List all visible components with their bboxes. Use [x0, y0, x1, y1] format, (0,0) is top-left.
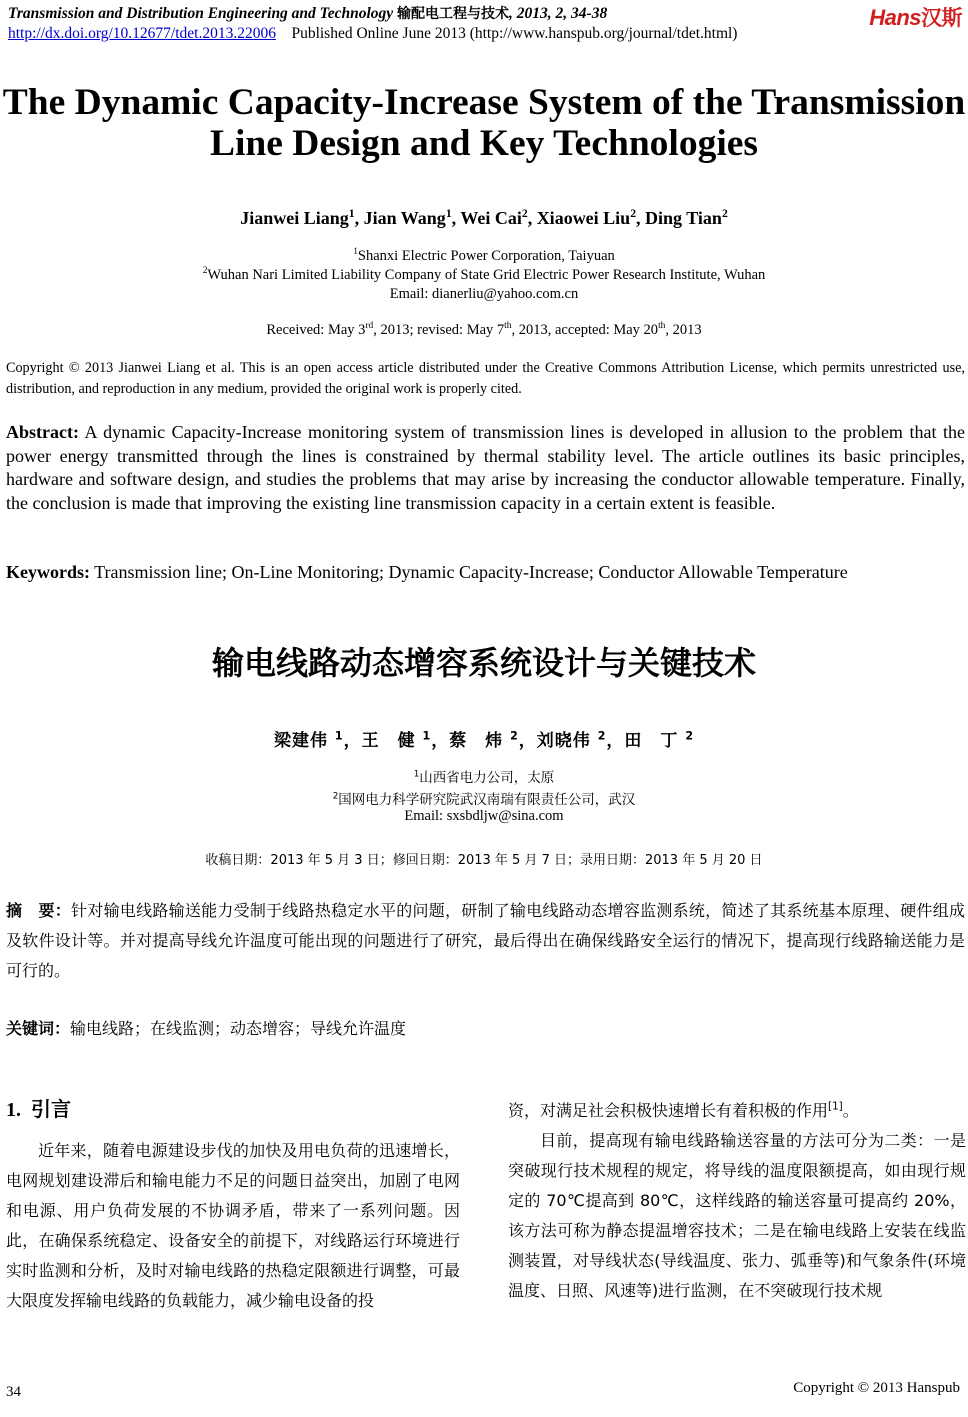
page-number: 34	[6, 1384, 21, 1400]
author-cn-2: 王 健 $^1$，	[361, 729, 450, 751]
email-cn: Email: sxsbdljw@sina.com	[404, 808, 564, 824]
body-column-left	[6, 1136, 460, 1316]
citation-ref: [1]	[828, 1100, 843, 1113]
copyright-notice: Copyright © 2013 Jianwei Liang et al. This is an open access article distributed under the Creative Commons Attribution License, which permits unrestricted use, distribution, and reproduction in any medium, provided the original work is properly cited.	[6, 360, 965, 397]
abstract-cn	[6, 896, 965, 986]
affiliation-cn-2: $^2$国网电力科学研究院武汉南瑞有限责任公司，武汉	[332, 791, 636, 808]
received-dates: Received: May 3rd, 2013; revised: May 7th, 2013, accepted: May 20th, 2013	[266, 321, 702, 338]
abstract-en-label: Abstract:	[6, 422, 79, 442]
section-title: 引言	[31, 1097, 71, 1121]
keywords-en-text: Transmission line; On-Line Monitoring; Dynamic Capacity-Increase; Conductor Allowable Temperature	[90, 562, 848, 582]
author-cn-4: 刘晓伟 $^2$，	[536, 729, 625, 751]
paper-title-en: The Dynamic Capacity-Increase System of the Transmission Line Design and Key Technologies	[2, 82, 966, 164]
logo-text-en: Hans	[869, 5, 921, 30]
journal-name-cn: 输配电工程与技术	[397, 6, 510, 22]
author-en-3: Wei Cai$^2$,	[460, 207, 537, 228]
keywords-cn-text: 输电线路；在线监测；动态增容；导线允许温度	[70, 1019, 407, 1038]
affiliation-en-2: $^2$Wuhan Nari Limited Liability Company of State Grid Electric Power Research Institute, Wuhan	[202, 266, 766, 283]
footer-copyright: Copyright © 2013 Hanspub	[793, 1380, 960, 1396]
section-heading-1	[6, 1093, 71, 1122]
body-paragraph-right-1: 资，对满足社会积极快速增长有着积极的作用[1]。	[508, 1100, 859, 1120]
section-number: 1.	[6, 1099, 21, 1121]
abstract-cn-text: 针对输电线路输送能力受制于线路热稳定水平的问题，研制了输电线路动态增容监测系统，简述了其系统基本原理、硬件组成及软件设计等。并对提高导线允许温度可能出现的问题进行了研究，最后得出在确保线路安全运行的情况下，提高现行线路输送能力是可行的。	[6, 901, 965, 980]
keywords-cn-label: 关键词：	[6, 1019, 71, 1038]
author-en-1: Jianwei Liang$^1$,	[240, 207, 364, 228]
author-cn-1: 梁建伟 $^1$，	[273, 729, 362, 751]
email-en: Email: dianerliu@yahoo.com.cn	[389, 286, 579, 302]
doi-link[interactable]: http://dx.doi.org/10.12677/tdet.2013.22006	[8, 25, 276, 42]
journal-volume: , 2013, 2, 34-38	[509, 5, 608, 22]
body-column-right	[508, 1096, 966, 1306]
author-cn-5: 田 丁 $^2$	[624, 729, 695, 751]
abstract-en	[6, 421, 965, 515]
logo-text-cn: 汉斯	[921, 6, 962, 30]
author-en-5: Ding Tian$^2$	[645, 207, 728, 228]
author-en-2: Jian Wang$^1$,	[363, 207, 461, 228]
author-cn-3: 蔡 炜 $^2$，	[449, 729, 537, 751]
affiliation-en-1: $^1$Shanxi Electric Power Corporation, Taiyuan	[353, 247, 615, 264]
affiliation-cn-1: $^1$山西省电力公司，太原	[413, 769, 555, 786]
doi-line	[8, 25, 737, 43]
keywords-en	[6, 562, 848, 583]
keywords-en-label: Keywords:	[6, 562, 90, 582]
journal-header	[8, 3, 607, 23]
body-paragraph-right-2: 目前，提高现有输电线路输送容量的方法可分为二类：一是突破现行技术规程的规定，将导线的温度限额提高，如由现行规定的 70℃提高到 80℃，这样线路的输送容量可提高约 20%，该方法可称为静态提温增容技术；二是在输电线路上安装在线监测装置，对导线状态(导线温度、张力、弧垂等)和气象条件(环境温度、日照、风速等)进行监测，在不突破现行技术规	[508, 1131, 966, 1300]
body-paragraph-left: 近年来，随着电源建设步伐的加快及用电负荷的迅速增长，电网规划建设滞后和输电能力不足的问题日益突出，加剧了电网和电源、用户负荷发展的不协调矛盾，带来了一系列问题。因此，在确保系统稳定、设备安全的前提下，对线路运行环境进行实时监测和分析，及时对输电线路的热稳定限额进行调整，可最大限度发挥输电线路的负载能力，减少输电设备的投	[6, 1141, 460, 1310]
hans-logo	[869, 2, 962, 32]
authors-cn	[0, 726, 968, 751]
paper-title-cn: 输电线路动态增容系统设计与关键技术	[211, 644, 756, 682]
abstract-cn-label: 摘 要：	[6, 901, 72, 920]
published-online: Published Online June 2013 (http://www.hanspub.org/journal/tdet.html)	[291, 25, 738, 42]
author-en-4: Xiaowei Liu$^2$,	[536, 207, 646, 228]
dates-cn: 收稿日期：2013 年 5 月 3 日；修回日期：2013 年 5 月 7 日；录用日期：2013 年 5 月 20 日	[205, 853, 763, 868]
authors-en	[0, 208, 968, 229]
keywords-cn	[6, 1016, 406, 1039]
abstract-en-text: A dynamic Capacity-Increase monitoring system of transmission lines is developed in allusion to the problem that the power energy transmitted through the lines is constrained by thermal stability level. The article outlines its basic principles, hardware and software design, and studies the problems that may arise by increasing the conductor allowable temperature. Finally, the conclusion is made that improving the existing line transmission capacity in a certain extent is feasible.	[6, 422, 965, 513]
journal-name-en: Transmission and Distribution Engineering and Technology	[8, 5, 394, 22]
